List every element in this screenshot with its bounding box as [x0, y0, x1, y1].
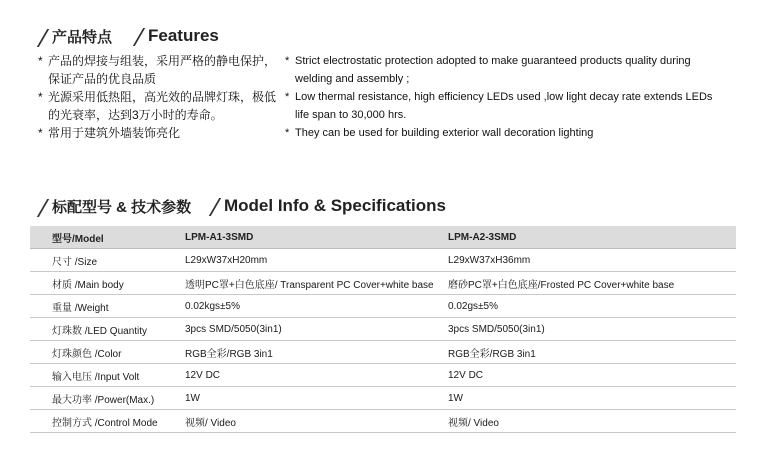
features-list-en [283, 52, 723, 142]
features-title-cn-text: 产品特点 [52, 29, 113, 46]
specs-title-cn-text: 标配型号 & 技术参数 [52, 199, 192, 216]
row-value-a1: 透明PC罩+白色底座/ Transparent PC Cover+white base [185, 272, 448, 295]
feature-item-en: * Low thermal resistance, high efficiency LEDs used ,low light decay rate extends LEDs life span to 30,000 hrs. [283, 88, 723, 124]
feature-item-cn: * 常用于建筑外墙装饰亮化 [38, 126, 181, 140]
features-title-en-text: Features [148, 26, 219, 45]
row-value-a1: 12V DC [185, 364, 448, 387]
specs-table [30, 226, 736, 433]
feature-item-cn: * 产品的焊接与组装，采用严格的静电保护，保证产品的优良品质 [38, 54, 277, 86]
header-cell-model-a1: LPM-A1-3SMD [185, 226, 448, 249]
bullet-star-icon: * [285, 91, 290, 103]
header-cell-label: 型号/Model [30, 226, 185, 249]
table-header-row [30, 226, 736, 249]
row-value-a1: 1W [185, 387, 448, 410]
feature-item-en: * They can be used for building exterior wall decoration lighting [283, 124, 723, 142]
row-label: 最大功率 /Power(Max.) [30, 387, 185, 410]
table-row [30, 295, 736, 318]
row-label: 控制方式 /Control Mode [30, 410, 185, 433]
specs-title-en [210, 196, 446, 216]
row-value-a2: 0.02gs±5% [448, 295, 736, 318]
slash-decoration-icon [38, 199, 52, 217]
feature-item-en: * Strict electrostatic protection adopted to make guaranteed products quality during welding and assembly ; [283, 52, 723, 88]
row-value-a2: 3pcs SMD/5050(3in1) [448, 318, 736, 341]
features-title-en [134, 26, 219, 46]
table-row [30, 387, 736, 410]
row-value-a2: L29xW37xH36mm [448, 249, 736, 272]
header-cell-model-a2: LPM-A2-3SMD [448, 226, 736, 249]
row-value-a1: 0.02kgs±5% [185, 295, 448, 318]
row-value-a1: L29xW37xH20mm [185, 249, 448, 272]
row-value-a2: 视频/ Video [448, 410, 736, 433]
table-row [30, 341, 736, 364]
table-row [30, 249, 736, 272]
row-value-a1: RGB全彩/RGB 3in1 [185, 341, 448, 364]
row-label: 重量 /Weight [30, 295, 185, 318]
slash-decoration-icon [210, 198, 224, 216]
features-list-cn [36, 52, 286, 142]
specs-title-en-text: Model Info & Specifications [224, 196, 446, 215]
bullet-star-icon: * [38, 126, 43, 140]
row-label: 尺寸 /Size [30, 249, 185, 272]
bullet-star-icon: * [285, 55, 290, 67]
table-row [30, 364, 736, 387]
slash-decoration-icon [134, 28, 148, 46]
table-row [30, 410, 736, 433]
bullet-star-icon: * [285, 127, 290, 139]
specs-title-cn [38, 196, 191, 217]
row-label: 灯珠数 /LED Quantity [30, 318, 185, 341]
table-row [30, 318, 736, 341]
row-label: 输入电压 /Input Volt [30, 364, 185, 387]
row-value-a2: 1W [448, 387, 736, 410]
feature-item-cn: * 光源采用低热阻，高光效的品牌灯珠，极低的光衰率，达到3万小时的寿命。 [38, 90, 277, 122]
features-title-cn [38, 26, 112, 47]
row-value-a2: 磨砂PC罩+白色底座/Frosted PC Cover+white base [448, 272, 736, 295]
row-value-a2: RGB全彩/RGB 3in1 [448, 341, 736, 364]
bullet-star-icon: * [38, 90, 43, 104]
row-label: 材质 /Main body [30, 272, 185, 295]
row-value-a1: 3pcs SMD/5050(3in1) [185, 318, 448, 341]
row-label: 灯珠颜色 /Color [30, 341, 185, 364]
slash-decoration-icon [38, 29, 52, 47]
row-value-a1: 视频/ Video [185, 410, 448, 433]
table-row [30, 272, 736, 295]
bullet-star-icon: * [38, 54, 43, 68]
row-value-a2: 12V DC [448, 364, 736, 387]
